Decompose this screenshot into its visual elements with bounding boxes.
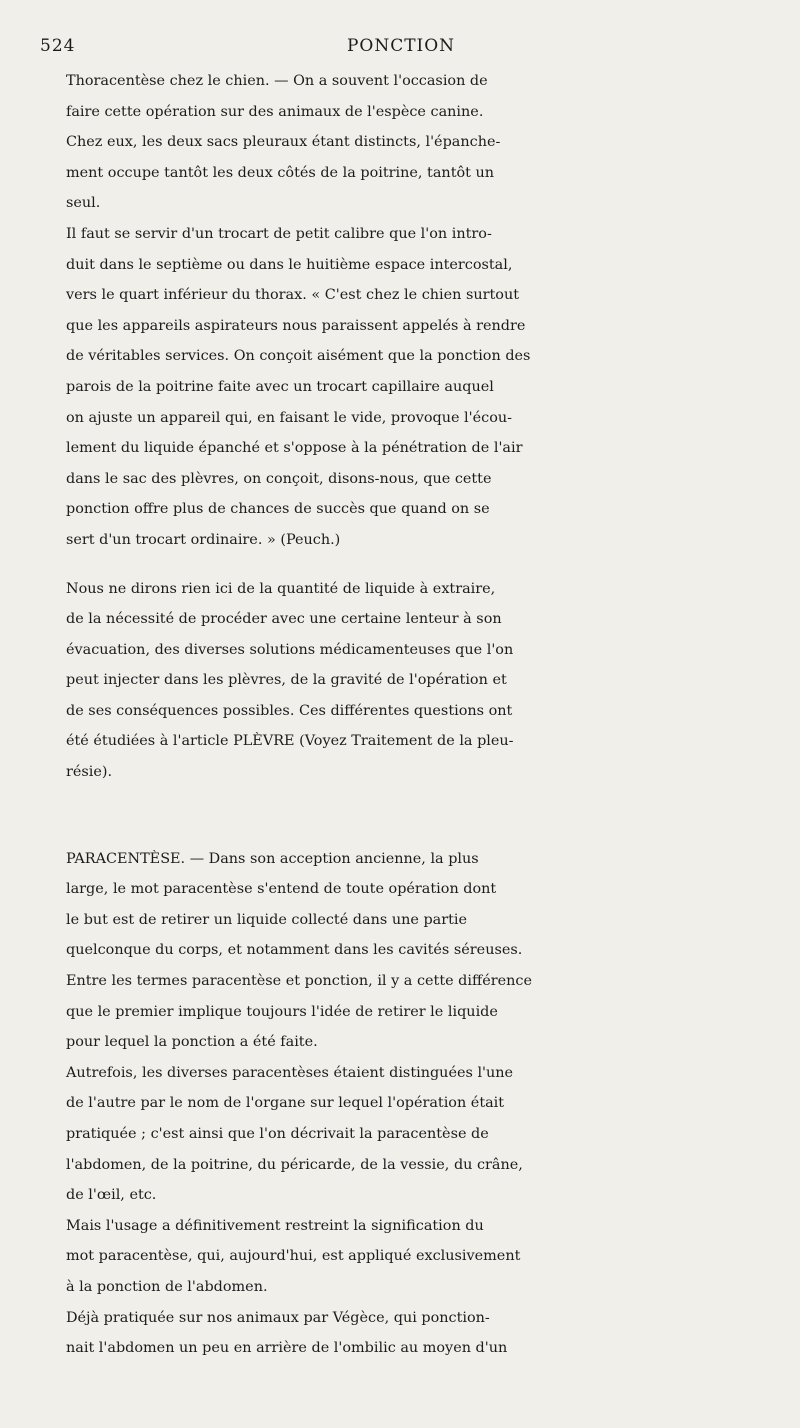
- text-line: large, le mot paracentèse s'entend de toute opération dont: [66, 881, 497, 898]
- text-line: Déjà pratiquée sur nos animaux par Végèce, qui ponction-: [66, 1309, 490, 1326]
- text-line: résie).: [66, 764, 113, 781]
- text-line: parois de la poitrine faite avec un trocart capillaire auquel: [66, 378, 494, 395]
- text-line: Chez eux, les deux sacs pleuraux étant distincts, l'épanche-: [66, 134, 501, 151]
- text-line: l'abdomen, de la poitrine, du péricarde, de la vessie, du crâne,: [66, 1156, 523, 1173]
- text-line: évacuation, des diverses solutions médicamenteuses que l'on: [66, 641, 514, 658]
- text-line: pratiquée ; c'est ainsi que l'on décrivait la paracentèse de: [66, 1126, 489, 1142]
- text-line: Entre les termes paracentèse et ponction, il y a cette différence: [66, 973, 532, 990]
- text-line: sert d'un trocart ordinaire. » (Peuch.): [66, 531, 341, 548]
- text-line: lement du liquide épanché et s'oppose à la pénétration de l'air: [66, 440, 523, 457]
- running-head: [40, 30, 762, 66]
- text-line: pour lequel la ponction a été faite.: [66, 1034, 318, 1051]
- text-line: ment occupe tantôt les deux côtés de la poitrine, tantôt un: [66, 164, 495, 181]
- page-number: 524: [40, 36, 76, 56]
- running-title: PONCTION: [346, 36, 456, 56]
- text-line: PARACENTÈSE. — Dans son acception ancienne, la plus: [66, 850, 479, 867]
- text-line: été étudiées à l'article PLÈVRE (Voyez Traitement de la pleu-: [66, 733, 514, 750]
- text-line: Autrefois, les diverses paracentèses étaient distinguées l'une: [66, 1064, 514, 1081]
- paragraph-usage: [40, 1211, 762, 1303]
- paragraph-paracentese-definition: [40, 844, 762, 1058]
- text-line: que les appareils aspirateurs nous paraissent appelés à rendre: [66, 317, 526, 334]
- paragraph-thoracentese-chien: [40, 66, 762, 219]
- text-line: dans le sac des plèvres, on conçoit, disons-nous, que cette: [66, 470, 492, 487]
- text-line: Thoracentèse chez le chien. — On a souvent l'occasion de: [66, 73, 488, 89]
- text-line: de ses conséquences possibles. Ces différentes questions ont: [66, 702, 513, 719]
- text-line: de l'œil, etc.: [66, 1187, 157, 1204]
- text-line: faire cette opération sur des animaux de l'espèce canine.: [66, 103, 484, 120]
- text-line: ponction offre plus de chances de succès que quand on se: [66, 501, 490, 518]
- text-line: de la nécessité de procéder avec une certaine lenteur à son: [66, 611, 502, 628]
- text-line: mot paracentèse, qui, aujourd'hui, est appliqué exclusivement: [66, 1248, 521, 1265]
- text-line: de véritables services. On conçoit aisément que la ponction des: [66, 348, 531, 365]
- paragraph-quantite-liquide: [40, 574, 762, 788]
- text-line: Nous ne dirons rien ici de la quantité de liquide à extraire,: [66, 580, 496, 597]
- text-line: de l'autre par le nom de l'organe sur lequel l'opération était: [66, 1095, 505, 1112]
- text-line: seul.: [66, 195, 101, 212]
- paragraph-trocart: [40, 219, 762, 556]
- text-line: quelconque du corps, et notamment dans les cavités séreuses.: [66, 942, 523, 959]
- paragraph-autrefois: [40, 1058, 762, 1211]
- text-line: Il faut se servir d'un trocart de petit calibre que l'on intro-: [66, 225, 492, 242]
- text-line: vers le quart inférieur du thorax. « C'est chez le chien surtout: [66, 287, 520, 304]
- text-line: on ajuste un appareil qui, en faisant le vide, provoque l'écou-: [66, 409, 512, 426]
- text-line: que le premier implique toujours l'idée de retirer le liquide: [66, 1003, 498, 1020]
- text-line: duit dans le septième ou dans le huitième espace intercostal,: [66, 256, 513, 273]
- text-line: à la ponction de l'abdomen.: [66, 1278, 268, 1295]
- text-line: peut injecter dans les plèvres, de la gravité de l'opération et: [66, 672, 507, 689]
- paragraph-vegece: [40, 1303, 762, 1364]
- text-line: le but est de retirer un liquide collecté dans une partie: [66, 911, 468, 928]
- body-text: [40, 66, 762, 1364]
- text-line: nait l'abdomen un peu en arrière de l'ombilic au moyen d'un: [66, 1340, 508, 1357]
- text-line: Mais l'usage a définitivement restreint la signification du: [66, 1217, 484, 1234]
